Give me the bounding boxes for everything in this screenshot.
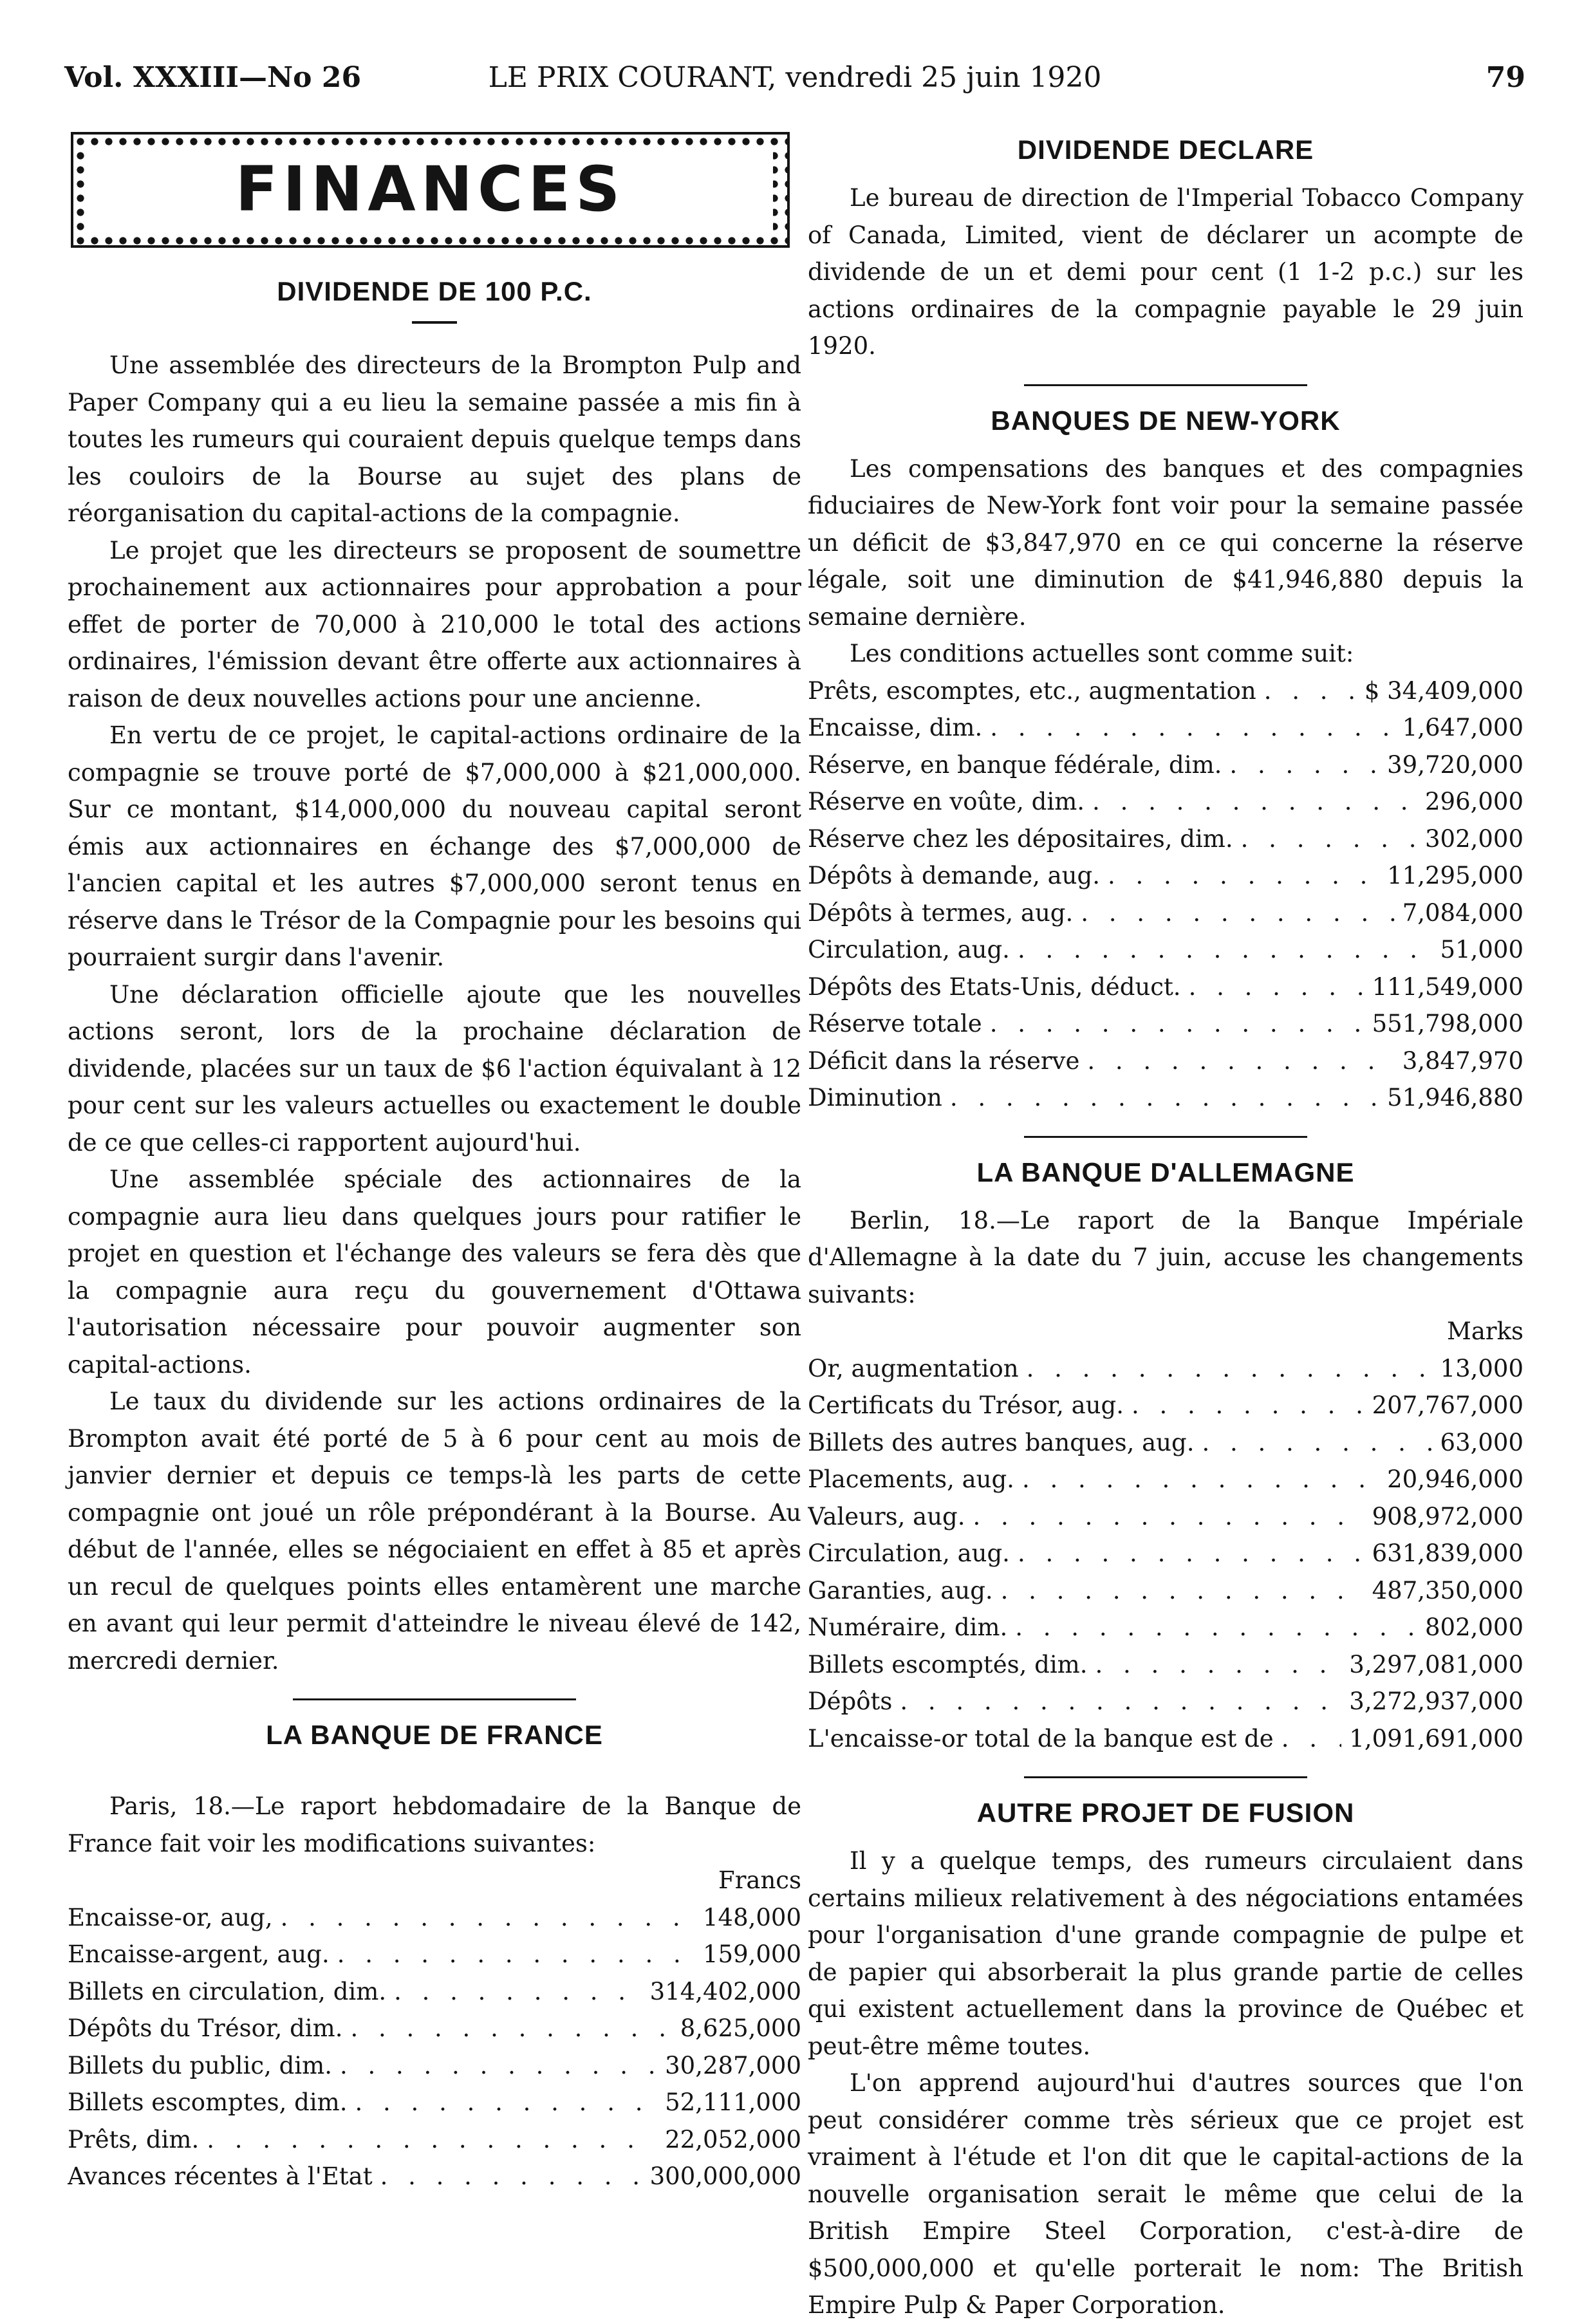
row-label: Billets escomptés, dim.	[808, 1650, 1088, 1678]
row-value: 20,946,000	[1387, 1465, 1523, 1493]
row-value: 3,272,937,000	[1349, 1687, 1523, 1715]
row-value: 30,287,000	[665, 2051, 801, 2079]
paragraph: Le bureau de direction de l'Imperial Tobacco Company of Canada, Limited, vient de déclarer un acompte de dividende de un et demi pour cent (1 1-2 p.c.) sur les actions ordinaires de la compagnie payable le 29 juin 1920.	[808, 184, 1523, 360]
row-value: 13,000	[1440, 1354, 1523, 1382]
table-row	[68, 2047, 801, 2085]
leader-dots	[340, 2047, 657, 2085]
row-value: 314,402,000	[649, 1977, 801, 2005]
row-value: $ 34,409,000	[1364, 676, 1523, 705]
leader-dots	[1092, 783, 1417, 821]
article-dividende-100	[68, 274, 801, 1679]
row-label: Encaisse-or, aug,	[68, 1903, 273, 1931]
row-label: Dépôts à demande, aug.	[808, 862, 1100, 889]
row-label: Réserve chez les dépositaires, dim.	[808, 824, 1233, 853]
row-label: Réserve en voûte, dim.	[808, 788, 1085, 815]
leader-dots	[1027, 1350, 1433, 1388]
row-label: Garanties, aug.	[808, 1576, 993, 1604]
paragraph: Une assemblée des directeurs de la Brompton Pulp and Paper Company qui a eu lieu la semaine passée a mis fin à toutes les rumeurs qui couraient depuis quelque temps dans les couloirs de la Bourse au sujet des plans de réorganisation du capital-actions de la compagnie.	[68, 351, 801, 527]
row-value: 3,847,970	[1402, 1046, 1523, 1075]
allemagne-table	[808, 1350, 1523, 1758]
leader-dots	[1001, 1572, 1365, 1610]
table-row	[808, 1079, 1523, 1117]
row-label: Dépôts à termes, aug.	[808, 898, 1074, 927]
leader-dots	[380, 2158, 642, 2195]
row-label: Réserve totale	[808, 1010, 982, 1037]
leader-dots	[1022, 1461, 1379, 1498]
row-value: 111,549,000	[1372, 972, 1523, 1001]
row-label: Déficit dans la réserve	[808, 1046, 1080, 1075]
article-headline: LA BANQUE DE FRANCE	[266, 1720, 603, 1750]
row-value: 63,000	[1440, 1428, 1523, 1456]
table-unit: Francs	[718, 1866, 801, 1894]
table-row	[808, 1005, 1523, 1043]
article-headline: LA BANQUE D'ALLEMAGNE	[976, 1157, 1355, 1187]
article-banque-france	[68, 1717, 801, 2195]
table-row	[808, 1535, 1523, 1572]
finances-banner	[71, 132, 790, 248]
table-row	[808, 895, 1523, 932]
table-row	[68, 2084, 801, 2121]
paragraph: Une assemblée spéciale des actionnaires de la compagnie aura lieu dans quelques jours pour ratifier le projet en question et l'échange des valeurs se fera dès que la compagnie aura reçu du gouvernement d'Ottawa l'autorisation nécessaire pour pouvoir augmenter son capital-actions.	[68, 1166, 801, 1379]
row-label: Prêts, dim.	[68, 2125, 200, 2153]
row-label: Dépôts du Trésor, dim.	[68, 2014, 343, 2042]
row-value: 802,000	[1424, 1613, 1523, 1641]
table-row	[808, 1461, 1523, 1498]
article-fusion	[808, 1795, 1523, 2324]
leader-dots	[1087, 1043, 1394, 1080]
leader-dots	[990, 709, 1394, 747]
paragraph: Une déclaration officielle ajoute que les nouvelles actions seront, lors de la prochaine déclaration de dividende, placées sur un taux de $6 l'action équivalant à 12 pour cent sur les valeurs actuelles ou exactement le double de ce que celles-ci rapportent aujourd'hui.	[68, 980, 801, 1157]
row-label: Placements, aug.	[808, 1465, 1014, 1493]
leader-dots	[350, 2010, 672, 2047]
leader-dots	[973, 1498, 1364, 1536]
article-headline: AUTRE PROJET DE FUSION	[976, 1798, 1355, 1828]
table-row	[808, 1043, 1523, 1080]
row-label: Encaisse-argent, aug.	[68, 1940, 330, 1968]
row-value: 39,720,000	[1387, 750, 1523, 779]
row-label: Valeurs, aug.	[808, 1502, 965, 1530]
leader-dots	[1081, 895, 1394, 932]
leader-dots	[337, 1936, 695, 1973]
row-label: Dépôts des Etats-Unis, déduct.	[808, 972, 1181, 1001]
leader-dots	[1015, 1609, 1417, 1646]
table-row	[68, 2121, 801, 2159]
leader-dots	[990, 1005, 1365, 1043]
row-value: 148,000	[702, 1903, 801, 1931]
row-value: 296,000	[1424, 788, 1523, 815]
leader-dots	[1108, 857, 1379, 895]
table-row	[808, 1646, 1523, 1684]
leader-dots	[1281, 1720, 1342, 1758]
leader-dots	[394, 1973, 642, 2011]
leader-dots	[1202, 1424, 1432, 1462]
banner-inner	[88, 147, 773, 231]
row-label: Circulation, aug.	[808, 936, 1010, 963]
table-row	[808, 969, 1523, 1006]
row-label: Diminution	[808, 1084, 942, 1111]
row-value: 7,084,000	[1402, 898, 1523, 927]
table-row	[808, 1424, 1523, 1462]
row-value: 487,350,000	[1372, 1576, 1523, 1604]
row-label: Encaisse, dim.	[808, 714, 983, 741]
section-rule	[1024, 384, 1307, 386]
leader-dots	[1018, 931, 1433, 969]
table-row	[808, 1498, 1523, 1536]
leader-dots	[1241, 821, 1417, 858]
page-number: 79	[1486, 61, 1525, 94]
row-value: 52,111,000	[665, 2088, 801, 2116]
left-column	[68, 132, 801, 2195]
row-label: Billets en circulation, dim.	[68, 1977, 387, 2005]
table-row	[68, 1899, 801, 1937]
row-label: Or, augmentation	[808, 1354, 1019, 1382]
row-label: Avances récentes à l'Etat	[68, 2162, 373, 2190]
publication-title: LE PRIX COURANT, vendredi 25 juin 1920	[488, 61, 1102, 94]
row-value: 302,000	[1424, 824, 1523, 853]
leader-dots	[900, 1683, 1341, 1720]
leader-dots	[355, 2084, 658, 2121]
row-label: Prêts, escomptes, etc., augmentation	[808, 676, 1256, 705]
article-dividende-declare	[808, 132, 1523, 365]
table-row	[808, 1609, 1523, 1646]
section-title: FINANCES	[235, 153, 626, 225]
row-value: 631,839,000	[1372, 1539, 1523, 1567]
table-row	[808, 821, 1523, 858]
paragraph: Le projet que les directeurs se proposent de soumettre prochainement aux actionnaires pour approbation a pour effet de porter de 70,000 à 210,000 le total des actions ordinaires, l'émission devant être offerte aux actionnaires à raison de deux nouvelles actions pour une ancienne.	[68, 536, 801, 712]
leader-dots	[1018, 1535, 1365, 1572]
page-header	[64, 61, 1525, 106]
row-value: 1,647,000	[1402, 714, 1523, 741]
table-row	[68, 2010, 801, 2047]
article-banques-ny	[808, 403, 1523, 1117]
leader-dots	[950, 1079, 1379, 1117]
paragraph: Les compensations des banques et des compagnies fiduciaires de New-York font voir pour la semaine passée un déficit de $3,847,970 en ce qui concerne la réserve légale, soit une diminution de $41,946,880 depuis la semaine dernière.	[808, 454, 1523, 631]
table-row	[808, 783, 1523, 821]
row-value: 1,091,691,000	[1349, 1724, 1523, 1752]
paragraph: Les conditions actuelles sont comme suit:	[850, 640, 1354, 667]
section-rule	[1024, 1776, 1307, 1778]
table-row	[808, 857, 1523, 895]
table-row	[68, 2158, 801, 2195]
row-value: 207,767,000	[1372, 1391, 1523, 1419]
table-row	[808, 709, 1523, 747]
divider	[412, 321, 457, 324]
table-unit: Marks	[1446, 1317, 1523, 1345]
article-headline: BANQUES DE NEW-YORK	[991, 405, 1341, 436]
volume-number: Vol. XXXIII—No 26	[64, 61, 362, 94]
row-label: Billets escomptes, dim.	[68, 2088, 348, 2116]
ny-table	[808, 673, 1523, 1117]
row-label: Certificats du Trésor, aug.	[808, 1391, 1124, 1419]
rule-spacer	[68, 1765, 801, 1788]
table-row	[808, 747, 1523, 784]
row-value: 51,946,880	[1387, 1084, 1523, 1111]
leader-dots	[1229, 747, 1379, 784]
paragraph: L'on apprend aujourd'hui d'autres sources que l'on peut considérer comme très sérieux que ce projet est vraiment à l'étude et l'on dit que le capital-actions de la nouvelle organisation serait le même que celui de la British Empire Steel Corporation, c'est-à-dire de $500,000,000 et qu'elle porterait le nom: The British Empire Pulp & Paper Corporation.	[808, 2069, 1523, 2319]
row-value: 551,798,000	[1372, 1010, 1523, 1037]
row-label: Réserve, en banque fédérale, dim.	[808, 750, 1222, 779]
table-row	[808, 1350, 1523, 1388]
row-value: 8,625,000	[680, 2014, 801, 2042]
row-value: 300,000,000	[649, 2162, 801, 2190]
row-value: 159,000	[702, 1940, 801, 1968]
row-label: Numéraire, dim.	[808, 1613, 1008, 1641]
row-value: 51,000	[1440, 936, 1523, 963]
paragraph: Berlin, 18.—Le raport de la Banque Impériale d'Allemagne à la date du 7 juin, accuse les changements suivants:	[808, 1206, 1523, 1308]
paragraph: Le taux du dividende sur les actions ordinaires de la Brompton avait été porté de 5 à 6 pour cent au mois de janvier dernier et depuis ce temps-là les parts de cette compagnie ont joué un rôle prépondérant à la Bourse. Au début de l'année, elles se négociaient en effet à 85 et après un recul de quelques points elles entamèrent une marche en avant qui leur permit d'atteindre le niveau élevé de 142, mercredi dernier.	[68, 1388, 801, 1675]
paragraph: En vertu de ce projet, le capital-actions ordinaire de la compagnie se trouve porté de $7,000,000 à $21,000,000. Sur ce montant, $14,000,000 du nouveau capital seront émis aux actionnaires en échange des $7,000,000 de l'ancien capital et les autres $7,000,000 seront tenus en réserve dans le Trésor de la Compagnie pour les besoins qui pourraient surgir dans l'avenir.	[68, 721, 801, 971]
leader-dots	[281, 1899, 695, 1937]
paragraph: Il y a quelque temps, des rumeurs circulaient dans certains milieux relativement à des négociations entamées pour l'organisation d'une grande compagnie de pulpe et de papier qui absorberait la plus grande partie de celles qui existent actuellement dans la province de Québec et peut-être même toutes.	[808, 1847, 1523, 2060]
table-row	[808, 1572, 1523, 1610]
row-label: Circulation, aug.	[808, 1539, 1010, 1567]
leader-dots	[1264, 673, 1357, 710]
paragraph: Paris, 18.—Le raport hebdomadaire de la Banque de France fait voir les modifications suivantes:	[68, 1792, 801, 1857]
row-label: Billets des autres banques, aug.	[808, 1428, 1195, 1456]
table-row	[808, 1683, 1523, 1720]
article-headline: DIVIDENDE DECLARE	[1017, 135, 1314, 165]
right-column	[808, 132, 1523, 2324]
row-value: 22,052,000	[665, 2125, 801, 2153]
row-label: Dépôts	[808, 1687, 893, 1715]
row-value: 908,972,000	[1372, 1502, 1523, 1530]
row-label: L'encaisse-or total de la banque est de	[808, 1724, 1274, 1752]
table-row	[808, 673, 1523, 710]
leader-dots	[1189, 969, 1365, 1006]
table-row	[68, 1973, 801, 2011]
section-rule	[1024, 1136, 1307, 1138]
row-label: Billets du public, dim.	[68, 2051, 332, 2079]
table-row	[68, 1936, 801, 1973]
table-row	[808, 1720, 1523, 1758]
table-row	[808, 1387, 1523, 1424]
article-banque-allemagne	[808, 1155, 1523, 1758]
leader-dots	[1095, 1646, 1342, 1684]
france-table	[68, 1899, 801, 2195]
row-value: 3,297,081,000	[1349, 1650, 1523, 1678]
leader-dots	[207, 2121, 657, 2159]
leader-dots	[1132, 1387, 1365, 1424]
row-value: 11,295,000	[1387, 862, 1523, 889]
article-headline: DIVIDENDE DE 100 P.C.	[277, 276, 592, 306]
table-row	[808, 931, 1523, 969]
section-rule	[293, 1698, 576, 1700]
